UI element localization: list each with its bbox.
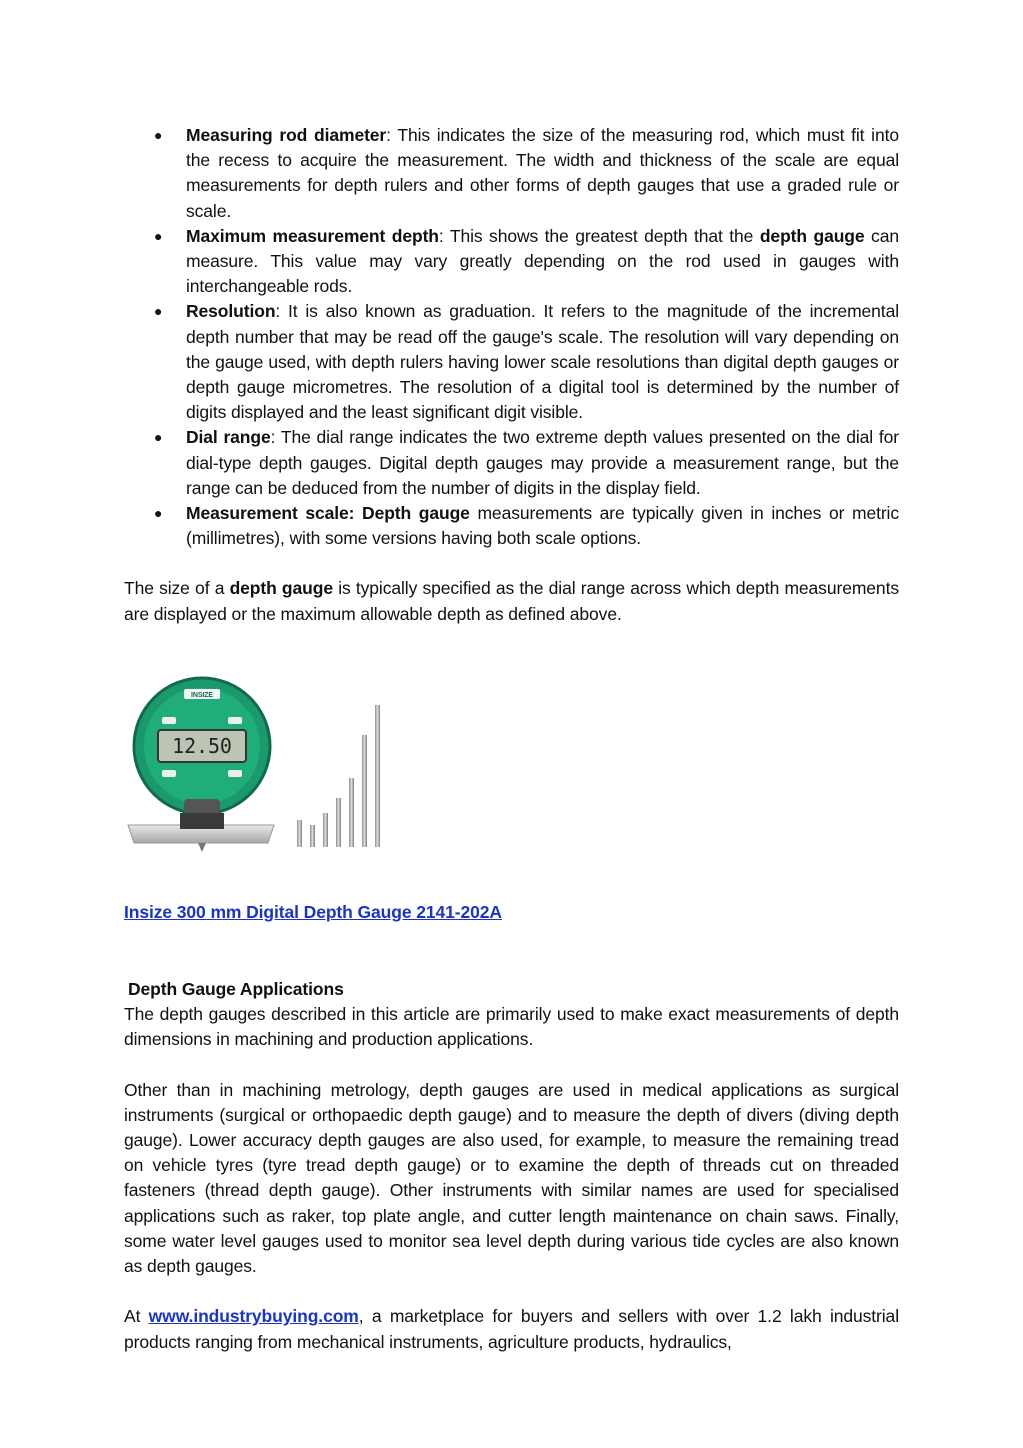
bullet-icon: ●	[154, 505, 163, 522]
spec-bullet-list	[124, 123, 899, 551]
website-link[interactable]: www.industrybuying.com	[148, 1306, 359, 1327]
bullet-text: measurements are typically given in inches or metric (millimetres), with some versions having both scale options.	[186, 503, 899, 549]
bullet-icon: ●	[154, 127, 163, 143]
product-image	[124, 675, 899, 850]
paragraph-other-uses: Other than in machining metrology, depth gauges are used in medical applications as surgical instruments (surgical or orthopaedic depth gauge) and to measure the depth of divers (diving depth gauge). Lower accuracy depth gauges are also used, for example, to measure the remaining tread on vehicle tyres (tyre tread depth gauge) or to examine the depth of threads cut on threaded fasteners (thread depth gauge). Other instruments with similar names are used for specialised applications such as raker, top plate angle, and cutter length maintenance on chain saws. Finally, some water level gauges used to monitor sea level depth during various tide cycles are also known as depth gauges.	[124, 1079, 899, 1277]
paragraph-applications: The depth gauges described in this article are primarily used to make exact measurements of depth dimensions in machining and production applications.	[124, 1004, 899, 1050]
bullet-text: The dial range indicates the two extreme depth values presented on the dial for dial-type depth gauges. Digital depth gauges may provide a measurement range, but the range can be deduced from the number of digits in the display field.	[186, 427, 899, 498]
paragraph-marketplace: At www.industrybuying.com, a marketplace for buyers and sellers with over 1.2 lakh industrial products ranging from mechanical instruments, agriculture products, hydraulics,	[124, 1306, 899, 1352]
bullet-icon: ●	[154, 429, 163, 446]
list-item	[124, 501, 899, 551]
bullet-icon: ●	[154, 303, 163, 320]
bullet-text: can measure. This value may vary greatly depending on the rod used in gauges with interchangeable rods.	[186, 225, 899, 297]
bullet-term: Maximum measurement depth	[186, 225, 439, 246]
bullet-term: Measuring rod diameter	[186, 125, 387, 145]
section-heading: Depth Gauge Applications	[128, 979, 344, 1000]
bullet-term: Dial range	[186, 427, 271, 448]
bullet-term: Resolution	[186, 301, 276, 322]
bullet-icon: ●	[154, 227, 163, 244]
page-content	[124, 123, 899, 1355]
bullet-text: This shows the greatest depth that the	[449, 225, 760, 246]
product-link[interactable]: Insize 300 mm Digital Depth Gauge 2141-202A	[124, 901, 502, 922]
list-item: ● Maximum measurement depth: This shows the greatest depth that the depth gauge can measure. This value may vary greatly depending on the rod used in gauges with interchangeable rods.	[154, 225, 899, 297]
bullet-bold-phrase: depth gauge	[759, 225, 865, 246]
size-paragraph: The size of a depth gauge is typically specified as the dial range across which depth measurements are displayed or the maximum allowable depth as defined above.	[124, 578, 899, 624]
bullet-text: It is also known as graduation. It refers to the magnitude of the incremental depth number that may be read off the gauge's scale. The resolution will vary depending on the gauge used, with depth rulers having lower scale resolutions than digital depth gauges or depth gauge micrometres. The resolution of a digital tool is determined by the number of digits displayed and the least significant digit visible.	[186, 301, 899, 423]
product-caption	[124, 900, 899, 925]
list-item: ● Dial range: The dial range indicates the two extreme depth values presented on the dial for dial-type depth gauges. Digital depth gauges may provide a measurement range, but the range can be deduced from the number of digits in the display field.	[154, 427, 899, 498]
digital-depth-gauge-image	[124, 675, 394, 853]
bullet-text: This indicates the size of the measuring rod, which must fit into the recess to acquire the measurement. The width and thickness of the scale are equal measurements for depth rulers and other forms of depth gauges that use a graded rule or scale.	[186, 125, 899, 221]
bullet-term: Measurement scale: Depth gauge	[186, 503, 470, 524]
list-item: ● Resolution: It is also known as graduation. It refers to the magnitude of the incremental depth number that may be read off the gauge's scale. The resolution will vary depending on the gauge used, with depth rulers having lower scale resolutions than digital depth gauges or depth gauge micrometres. The resolution of a digital tool is determined by the number of digits displayed and the least significant digit visible.	[154, 301, 899, 423]
list-item: ● Measuring rod diameter: This indicates the size of the measuring rod, which must fit into the recess to acquire the measurement. The width and thickness of the scale are equal measurements for depth rulers and other forms of depth gauges that use a graded rule or scale.	[154, 125, 899, 221]
display-readout: 12.50	[172, 733, 232, 758]
brand-label: INSIZE	[191, 691, 213, 699]
